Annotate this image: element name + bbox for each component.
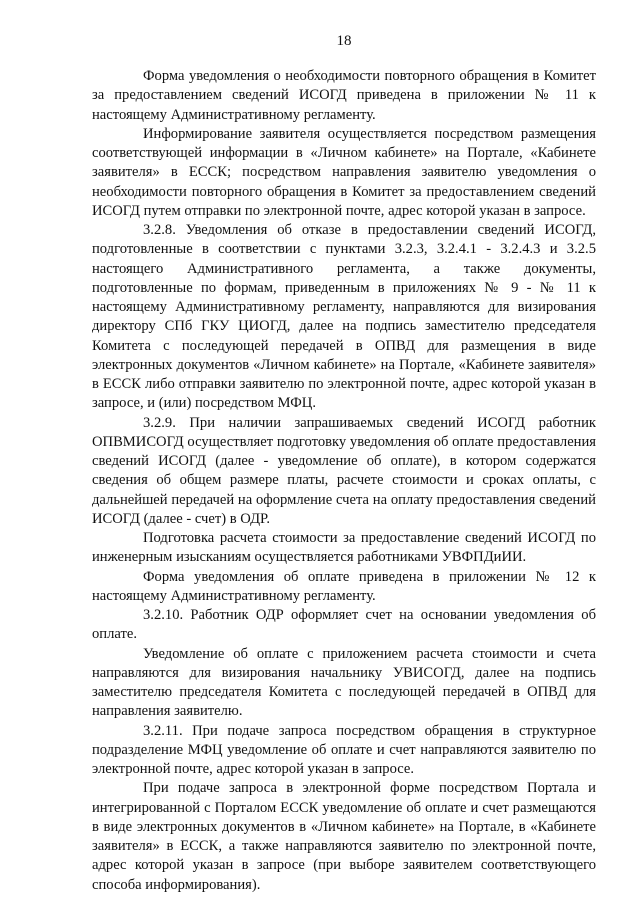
paragraph-cost-calculation: Подготовка расчета стоимости за предоставление сведений ИСОГД по инженерным изысканиям осуществляется работниками УВФПДиИИ. (92, 530, 596, 566)
paragraph-applicant-informing: Информирование заявителя осуществляется посредством размещения соответствующей информации в «Личном кабинете» на Портале, «Кабинете заявителя» в ЕССК; посредством направления заявителю уведомления о необходимости повторного обращения в Комитет за предоставлением сведений ИСОГД путем отправки по электронной почте, адрес которой указан в запросе. (92, 125, 596, 219)
paragraph-payment-notice-approval: Уведомление об оплате с приложением расчета стоимости и счета направляются для визирования начальнику УВИСОГД, далее на подпись заместителю председателя Комитета с последующей передачей в ОПВД для направления заявителю. (92, 645, 596, 720)
page-number: 18 (336, 33, 352, 49)
paragraph-3-2-10: 3.2.10. Работник ОДР оформляет счет на основании уведомления об оплате. (92, 607, 596, 643)
paragraph-3-2-9: 3.2.9. При наличии запрашиваемых сведений ИСОГД работник ОПВМИСОГД осуществляет подготовку уведомления об оплате предоставления сведений ИСОГД (далее - уведомление об оплате), в котором содержатся сведения об общем размере платы, расчете стоимости и сроках оплаты, с дальнейшей передачей на оформление счета на оплату предоставления сведений ИСОГД (далее - счет) в ОДР. (92, 414, 596, 527)
document-body (92, 67, 596, 895)
paragraph-3-2-11: 3.2.11. При подаче запроса посредством обращения в структурное подразделение МФЦ уведомление об оплате и счет направляются заявителю по электронной почте, адрес которой указан в запросе. (92, 722, 596, 777)
paragraph-3-2-8: 3.2.8. Уведомления об отказе в предоставлении сведений ИСОГД, подготовленные в соответствии с пунктами 3.2.3, 3.2.4.1 - 3.2.4.3 и 3.2.5 настоящего Административного регламента, а также документы, подготовленные по формам, приведенным в приложениях № 9 - № 11 к настоящему Административному регламенту, направляются для визирования директору СПб ГКУ ЦИОГД, далее на подпись заместителю председателя Комитета с последующей передачей в ОПВД для размещения в виде электронных документов «Личном кабинете» на Портале, «Кабинете заявителя» в ЕССК либо отправки заявителю по электронной почте, адрес которой указан в запросе, и (или) посредством МФЦ. (92, 222, 596, 412)
paragraph-payment-notice-form: Форма уведомления об оплате приведена в приложении № 12 к настоящему Административному регламенту. (92, 568, 596, 604)
paragraph-electronic-submission: При подаче запроса в электронной форме посредством Портала и интегрированной с Порталом ЕССК уведомление об оплате и счет размещаются в виде электронных документов в «Личном кабинете» на Портале, в «Кабинете заявителя» в ЕССК, а также направляются заявителю по электронной почте, адрес которой указан в запросе (при выборе заявителем соответствующего способа информирования). (92, 780, 596, 893)
paragraph-notice-form: Форма уведомления о необходимости повторного обращения в Комитет за предоставлением сведений ИСОГД приведена в приложении № 11 к настоящему Административному регламенту. (92, 68, 596, 123)
